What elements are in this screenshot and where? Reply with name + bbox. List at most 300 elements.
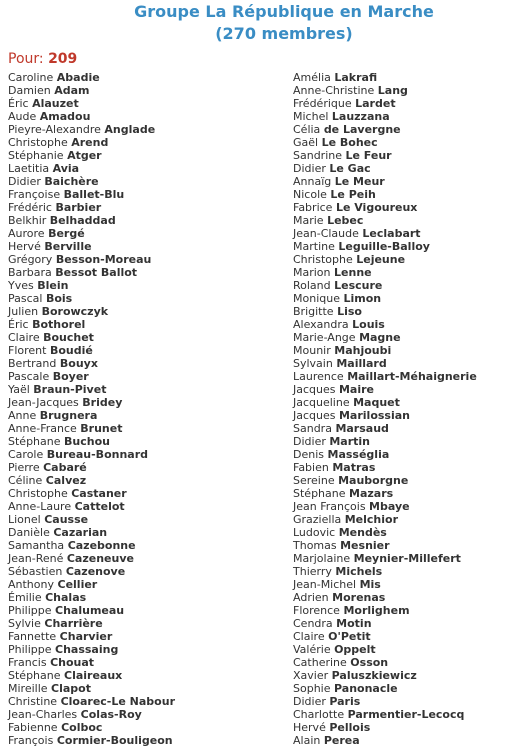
member-last-name: Calvez xyxy=(45,474,87,487)
member-last-name: Louis xyxy=(352,318,385,331)
member-first-name: Pascal xyxy=(8,292,46,305)
member-last-name: Mis xyxy=(359,578,381,591)
member-first-name: Roland xyxy=(293,279,335,292)
member-first-name: Anthony xyxy=(8,578,58,591)
group-title-members: (270 membres) xyxy=(215,24,353,43)
member-last-name: Limon xyxy=(343,292,382,305)
group-title xyxy=(0,1,528,45)
member-last-name: Le Gac xyxy=(329,162,371,175)
member-first-name: Jacques xyxy=(293,409,339,422)
member-last-name: Colas-Roy xyxy=(80,708,142,721)
member-first-name: Didier xyxy=(293,695,330,708)
member-first-name: Christophe xyxy=(8,136,72,149)
member-first-name: Stéphane xyxy=(8,435,64,448)
member-first-name: Fabien xyxy=(293,461,333,474)
member-name xyxy=(8,682,175,695)
member-name xyxy=(293,435,477,448)
member-name xyxy=(293,604,477,617)
member-first-name: Jacqueline xyxy=(293,396,354,409)
member-name xyxy=(293,214,477,227)
member-first-name: Martine xyxy=(293,240,339,253)
member-first-name: Adrien xyxy=(293,591,333,604)
member-name xyxy=(8,240,175,253)
member-last-name: Mauborgne xyxy=(338,474,409,487)
member-name xyxy=(293,708,477,721)
member-last-name: Lenne xyxy=(334,266,372,279)
member-name xyxy=(8,526,175,539)
member-first-name: Fannette xyxy=(8,630,60,643)
member-first-name: Philippe xyxy=(8,643,56,656)
member-first-name: Pieyre-Alexandre xyxy=(8,123,105,136)
member-first-name: Anne-Christine xyxy=(293,84,378,97)
member-name xyxy=(293,565,477,578)
member-first-name: Éric xyxy=(8,318,33,331)
member-first-name: François xyxy=(8,734,57,747)
member-last-name: Cabaré xyxy=(43,461,87,474)
member-name xyxy=(293,383,477,396)
member-name xyxy=(293,617,477,630)
member-name xyxy=(293,409,477,422)
member-first-name: Sylvie xyxy=(8,617,45,630)
member-first-name: Michel xyxy=(293,110,332,123)
member-first-name: Xavier xyxy=(293,669,332,682)
member-name xyxy=(8,188,175,201)
member-last-name: Mendès xyxy=(338,526,387,539)
member-name xyxy=(8,513,175,526)
member-last-name: Chouat xyxy=(50,656,95,669)
member-first-name: Stéphane xyxy=(8,669,64,682)
member-last-name: Marilossian xyxy=(338,409,410,422)
right-name-column xyxy=(293,71,477,747)
member-name xyxy=(293,123,477,136)
member-name xyxy=(293,292,477,305)
member-last-name: Cormier-Bouligeon xyxy=(56,734,173,747)
member-name xyxy=(293,656,477,669)
member-last-name: Adam xyxy=(54,84,90,97)
pour-label: Pour: xyxy=(8,51,44,67)
member-last-name: Bridey xyxy=(82,396,123,409)
member-last-name: Martin xyxy=(329,435,371,448)
member-first-name: Aurore xyxy=(8,227,49,240)
member-name xyxy=(293,357,477,370)
member-last-name: Cazebonne xyxy=(67,539,136,552)
member-name xyxy=(293,552,477,565)
member-name xyxy=(8,97,175,110)
member-last-name: Morlighem xyxy=(343,604,410,617)
member-first-name: Catherine xyxy=(293,656,351,669)
member-last-name: Lebec xyxy=(327,214,364,227)
member-first-name: Amélia xyxy=(293,71,335,84)
left-name-column xyxy=(8,71,175,747)
member-name xyxy=(8,630,175,643)
member-first-name: Alain xyxy=(293,734,324,747)
pour-count: 209 xyxy=(48,51,78,67)
member-first-name: Émilie xyxy=(8,591,46,604)
member-name xyxy=(8,110,175,123)
member-name xyxy=(8,591,175,604)
member-last-name: Motin xyxy=(336,617,372,630)
member-name xyxy=(8,201,175,214)
member-last-name: Ballet-Blu xyxy=(63,188,125,201)
member-last-name: Blein xyxy=(37,279,69,292)
member-name xyxy=(8,435,175,448)
member-name xyxy=(8,643,175,656)
member-first-name: Céline xyxy=(8,474,46,487)
member-name xyxy=(293,448,477,461)
member-last-name: Brunet xyxy=(80,422,123,435)
member-last-name: Pellois xyxy=(329,721,371,734)
member-first-name: Alexandra xyxy=(293,318,353,331)
member-first-name: Monique xyxy=(293,292,344,305)
member-name xyxy=(8,734,175,747)
member-first-name: Sereine xyxy=(293,474,339,487)
member-first-name: Sandra xyxy=(293,422,336,435)
member-first-name: Nicole xyxy=(293,188,331,201)
member-last-name: O'Petit xyxy=(328,630,371,643)
member-name xyxy=(8,318,175,331)
member-last-name: Anglade xyxy=(104,123,156,136)
member-last-name: Maillart-Méhaignerie xyxy=(347,370,477,383)
member-last-name: Maillard xyxy=(336,357,387,370)
member-name xyxy=(293,331,477,344)
member-last-name: Chassaing xyxy=(55,643,119,656)
member-last-name: Parmentier-Lecocq xyxy=(347,708,465,721)
member-first-name: Graziella xyxy=(293,513,345,526)
member-last-name: Osson xyxy=(350,656,389,669)
member-last-name: Claireaux xyxy=(64,669,123,682)
member-first-name: Thierry xyxy=(293,565,336,578)
member-last-name: Borowczyk xyxy=(41,305,109,318)
member-first-name: Gaël xyxy=(293,136,322,149)
member-last-name: Causse xyxy=(44,513,89,526)
member-last-name: Charvier xyxy=(59,630,113,643)
member-last-name: Le Meur xyxy=(334,175,385,188)
member-first-name: Belkhir xyxy=(8,214,50,227)
member-name xyxy=(293,253,477,266)
member-name xyxy=(293,526,477,539)
member-last-name: Lauzzana xyxy=(331,110,390,123)
member-last-name: Matras xyxy=(332,461,376,474)
member-last-name: Cattelot xyxy=(74,500,125,513)
member-first-name: Christophe xyxy=(293,253,357,266)
member-last-name: Belhaddad xyxy=(49,214,116,227)
member-last-name: Bessot Ballot xyxy=(55,266,138,279)
member-first-name: Françoise xyxy=(8,188,64,201)
member-first-name: Marie xyxy=(293,214,328,227)
member-last-name: Cellier xyxy=(57,578,98,591)
member-name xyxy=(8,162,175,175)
member-name xyxy=(293,188,477,201)
member-last-name: Leguille-Balloy xyxy=(338,240,430,253)
member-name xyxy=(293,149,477,162)
member-last-name: Perea xyxy=(323,734,360,747)
member-first-name: Fabrice xyxy=(293,201,336,214)
member-first-name: Jean-Jacques xyxy=(8,396,83,409)
member-last-name: Paris xyxy=(329,695,361,708)
member-first-name: Hervé xyxy=(293,721,330,734)
member-first-name: Éric xyxy=(8,97,33,110)
member-first-name: Samantha xyxy=(8,539,68,552)
member-last-name: Brugnera xyxy=(39,409,98,422)
member-last-name: Liso xyxy=(337,305,362,318)
member-first-name: Pierre xyxy=(8,461,44,474)
member-first-name: Yves xyxy=(8,279,38,292)
member-first-name: Stéphanie xyxy=(8,149,68,162)
member-name xyxy=(293,227,477,240)
member-name xyxy=(293,110,477,123)
member-first-name: Didier xyxy=(8,175,45,188)
member-first-name: Mounir xyxy=(293,344,335,357)
member-name xyxy=(8,578,175,591)
member-first-name: Marion xyxy=(293,266,335,279)
member-first-name: Stéphane xyxy=(293,487,349,500)
member-last-name: Amadou xyxy=(39,110,91,123)
member-name xyxy=(293,422,477,435)
member-first-name: Caroline xyxy=(8,71,57,84)
member-last-name: Mbaye xyxy=(369,500,410,513)
member-name xyxy=(8,487,175,500)
member-last-name: Chalas xyxy=(45,591,87,604)
member-last-name: Paluszkiewicz xyxy=(331,669,417,682)
member-name xyxy=(8,123,175,136)
member-first-name: Julien xyxy=(8,305,42,318)
member-name xyxy=(293,500,477,513)
member-name xyxy=(8,474,175,487)
member-name xyxy=(8,279,175,292)
member-name xyxy=(8,708,175,721)
member-first-name: Yaël xyxy=(8,383,34,396)
member-first-name: Anne xyxy=(8,409,40,422)
member-last-name: Cazenove xyxy=(65,565,126,578)
member-last-name: de Lavergne xyxy=(323,123,401,136)
member-first-name: Jean-Charles xyxy=(8,708,81,721)
member-first-name: Frédérique xyxy=(293,97,356,110)
member-last-name: Berville xyxy=(44,240,92,253)
member-name xyxy=(293,487,477,500)
member-last-name: Boudié xyxy=(49,344,93,357)
member-name xyxy=(8,292,175,305)
member-last-name: Bureau-Bonnard xyxy=(46,448,149,461)
member-first-name: Cendra xyxy=(293,617,337,630)
member-name xyxy=(8,448,175,461)
member-name xyxy=(8,552,175,565)
member-first-name: Laurence xyxy=(293,370,348,383)
member-name xyxy=(8,695,175,708)
member-last-name: Bouyx xyxy=(59,357,98,370)
member-last-name: Lescure xyxy=(334,279,383,292)
member-last-name: Le Peih xyxy=(330,188,376,201)
member-name xyxy=(293,84,477,97)
member-last-name: Clapot xyxy=(51,682,91,695)
member-name xyxy=(293,266,477,279)
member-first-name: Pascale xyxy=(8,370,53,383)
member-first-name: Hervé xyxy=(8,240,45,253)
member-first-name: Damien xyxy=(8,84,55,97)
member-name xyxy=(8,409,175,422)
member-name xyxy=(8,227,175,240)
member-first-name: Claire xyxy=(8,331,44,344)
member-name xyxy=(8,357,175,370)
member-last-name: Bouchet xyxy=(43,331,94,344)
member-name xyxy=(293,669,477,682)
member-last-name: Bothorel xyxy=(32,318,86,331)
member-last-name: Le Bohec xyxy=(321,136,378,149)
member-name xyxy=(8,565,175,578)
member-last-name: Boyer xyxy=(52,370,89,383)
member-last-name: Maquet xyxy=(353,396,400,409)
member-last-name: Abadie xyxy=(56,71,100,84)
member-first-name: Francis xyxy=(8,656,51,669)
member-last-name: Avia xyxy=(52,162,80,175)
member-name xyxy=(8,266,175,279)
group-title-name: Groupe La République en Marche xyxy=(134,2,434,21)
member-first-name: Mireille xyxy=(8,682,52,695)
member-name xyxy=(293,162,477,175)
member-name xyxy=(293,682,477,695)
member-last-name: Mahjoubi xyxy=(334,344,392,357)
member-first-name: Fabienne xyxy=(8,721,62,734)
member-first-name: Jacques xyxy=(293,383,339,396)
member-name xyxy=(8,344,175,357)
member-name xyxy=(293,370,477,383)
member-name xyxy=(8,71,175,84)
member-first-name: Marie-Ange xyxy=(293,331,360,344)
member-last-name: Mesnier xyxy=(340,539,390,552)
member-first-name: Sophie xyxy=(293,682,334,695)
member-first-name: Florence xyxy=(293,604,344,617)
member-first-name: Philippe xyxy=(8,604,56,617)
member-first-name: Anne-Laure xyxy=(8,500,75,513)
member-first-name: Barbara xyxy=(8,266,56,279)
member-name xyxy=(8,721,175,734)
member-first-name: Anne-France xyxy=(8,422,81,435)
member-name xyxy=(293,240,477,253)
member-first-name: Jean-Claude xyxy=(293,227,363,240)
member-last-name: Marsaud xyxy=(335,422,389,435)
member-name xyxy=(8,383,175,396)
member-name xyxy=(8,253,175,266)
member-name xyxy=(293,136,477,149)
member-last-name: Barbier xyxy=(55,201,102,214)
member-name xyxy=(293,97,477,110)
member-name xyxy=(8,331,175,344)
member-last-name: Melchior xyxy=(344,513,399,526)
member-name xyxy=(8,539,175,552)
member-last-name: Cazeneuve xyxy=(66,552,134,565)
member-first-name: Danièle xyxy=(8,526,54,539)
member-name xyxy=(293,474,477,487)
member-first-name: Sylvain xyxy=(293,357,337,370)
member-last-name: Morenas xyxy=(332,591,386,604)
member-name xyxy=(8,422,175,435)
member-last-name: Cazarian xyxy=(53,526,108,539)
member-last-name: Alauzet xyxy=(32,97,79,110)
member-first-name: Annaïg xyxy=(293,175,335,188)
member-name xyxy=(8,500,175,513)
member-last-name: Lardet xyxy=(355,97,396,110)
member-name xyxy=(8,617,175,630)
member-name xyxy=(293,695,477,708)
member-name xyxy=(293,305,477,318)
member-last-name: Charrière xyxy=(44,617,103,630)
member-first-name: Didier xyxy=(293,162,330,175)
member-name xyxy=(293,71,477,84)
member-last-name: Chalumeau xyxy=(55,604,125,617)
member-name xyxy=(293,591,477,604)
member-first-name: Jean François xyxy=(293,500,370,513)
member-last-name: Lejeune xyxy=(356,253,406,266)
member-first-name: Grégory xyxy=(8,253,56,266)
member-last-name: Oppelt xyxy=(334,643,376,656)
member-first-name: Bertrand xyxy=(8,357,60,370)
member-name xyxy=(293,318,477,331)
member-last-name: Meynier-Millefert xyxy=(353,552,461,565)
member-first-name: Claire xyxy=(293,630,329,643)
member-name xyxy=(8,370,175,383)
member-name xyxy=(8,604,175,617)
member-last-name: Besson-Moreau xyxy=(55,253,152,266)
member-name xyxy=(293,734,477,747)
member-first-name: Thomas xyxy=(293,539,341,552)
member-name xyxy=(293,396,477,409)
member-first-name: Christine xyxy=(8,695,61,708)
member-first-name: Charlotte xyxy=(293,708,348,721)
member-name xyxy=(293,513,477,526)
member-name xyxy=(8,669,175,682)
member-first-name: Ludovic xyxy=(293,526,339,539)
member-last-name: Lang xyxy=(377,84,408,97)
member-last-name: Arend xyxy=(71,136,109,149)
member-last-name: Maire xyxy=(338,383,375,396)
member-last-name: Braun-Pivet xyxy=(33,383,107,396)
member-last-name: Bois xyxy=(45,292,73,305)
member-name xyxy=(8,305,175,318)
member-last-name: Colboc xyxy=(61,721,103,734)
member-first-name: Carole xyxy=(8,448,47,461)
member-name xyxy=(8,84,175,97)
member-last-name: Atger xyxy=(67,149,102,162)
member-first-name: Jean-René xyxy=(8,552,67,565)
member-first-name: Christophe xyxy=(8,487,72,500)
member-first-name: Jean-Michel xyxy=(293,578,360,591)
member-first-name: Célia xyxy=(293,123,324,136)
member-first-name: Brigitte xyxy=(293,305,338,318)
member-last-name: Leclabart xyxy=(362,227,421,240)
member-name xyxy=(8,656,175,669)
member-name xyxy=(8,136,175,149)
member-first-name: Denis xyxy=(293,448,328,461)
member-name xyxy=(293,175,477,188)
member-name xyxy=(293,279,477,292)
member-name xyxy=(8,396,175,409)
member-last-name: Le Vigoureux xyxy=(335,201,418,214)
member-name xyxy=(293,721,477,734)
member-first-name: Lionel xyxy=(8,513,45,526)
member-name xyxy=(8,461,175,474)
member-name xyxy=(293,539,477,552)
member-first-name: Aude xyxy=(8,110,40,123)
pour-heading xyxy=(8,50,77,68)
member-last-name: Cloarec-Le Nabour xyxy=(60,695,175,708)
member-last-name: Panonacle xyxy=(334,682,398,695)
member-name xyxy=(8,149,175,162)
member-name xyxy=(293,643,477,656)
member-name xyxy=(293,461,477,474)
member-last-name: Bergé xyxy=(48,227,85,240)
member-first-name: Didier xyxy=(293,435,330,448)
member-last-name: Castaner xyxy=(71,487,127,500)
member-first-name: Sébastien xyxy=(8,565,66,578)
